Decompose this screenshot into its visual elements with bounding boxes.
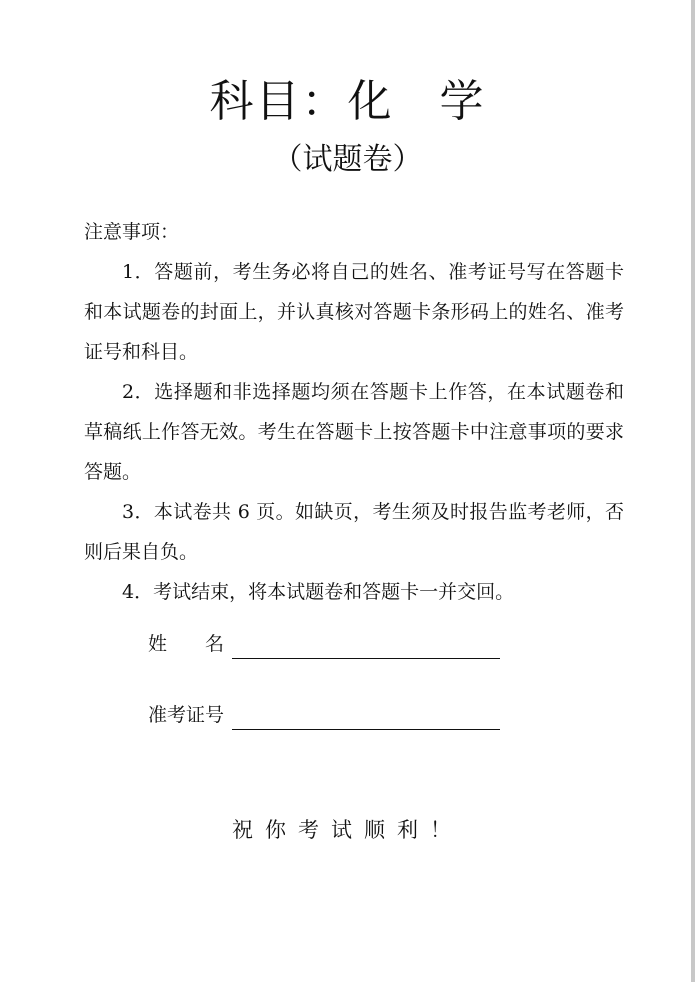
instructions-heading: 注意事项： [84, 221, 180, 243]
instruction-item-4: 4．考试结束，将本试题卷和答题卡一并交回。 [122, 581, 515, 603]
instruction-item-1: 1．答题前，考生务必将自己的姓名、准考证号写在答题卡和本试题卷的封面上，并认真核对答题卡条形码上的姓名、准考证号和科目。 [84, 261, 624, 363]
name-field [148, 629, 500, 659]
instruction-item-2: 2．选择题和非选择题均须在答题卡上作答，在本试题卷和草稿纸上作答无效。考生在答题卡上按答题卡中注意事项的要求答题。 [84, 381, 624, 483]
exam-id-field-label: 准考证号 [148, 704, 225, 726]
instruction-item-3: 3．本试卷共 6 页。如缺页，考生须及时报告监考老师，否则后果自负。 [84, 501, 624, 563]
name-field-label: 姓 名 [148, 633, 225, 655]
exam-paper-subtitle: （试题卷） [272, 142, 423, 177]
exam-id-field [148, 700, 500, 730]
exam-id-blank-line [232, 707, 500, 730]
good-luck-message: 祝你考试顺利！ [232, 818, 463, 842]
name-blank-line [232, 636, 500, 659]
exam-subject-title: 科目：化 学 [209, 76, 486, 127]
exam-instructions [84, 212, 624, 612]
